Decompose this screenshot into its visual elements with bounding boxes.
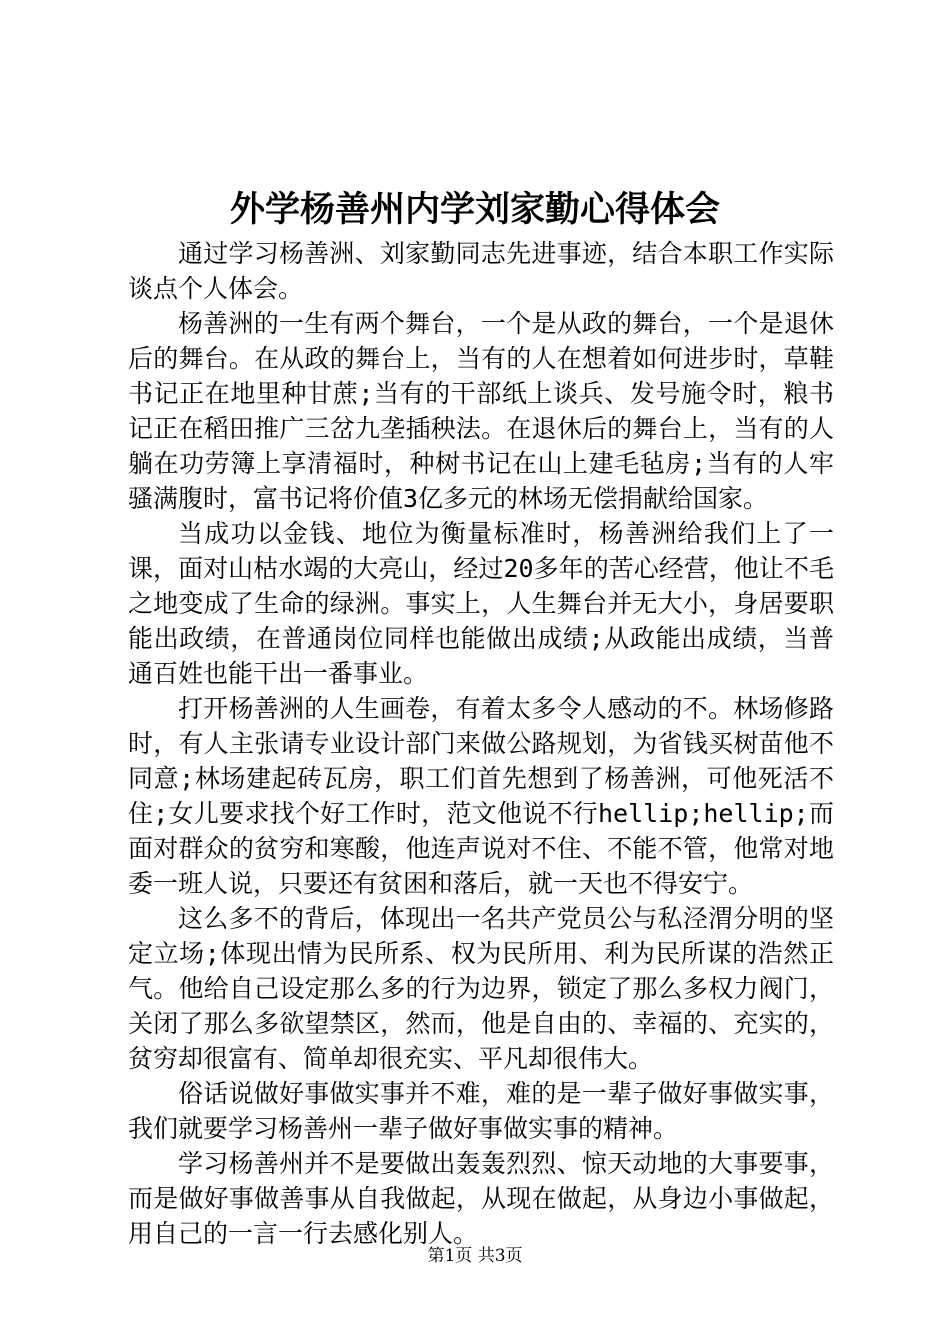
body-paragraph: 打开杨善洲的人生画卷，有着太多令人感动的不。林场修路时，有人主张请专业设计部门来做公路规划，为省钱买树苗他不同意;林场建起砖瓦房，职工们首先想到了杨善洲，可他死活不住;女儿要求找个好工作时，范文他说不行hellip;hellip;而面对群众的贫穷和寒酸，他连声说对不住、不能不管，他常对地委一班人说，只要还有贫困和落后，就一天也不得安宁。 (128, 694, 834, 898)
body-paragraph: 通过学习杨善洲、刘家勤同志先进事迹，结合本职工作实际谈点个人体会。 (128, 239, 834, 303)
document-body (128, 236, 834, 1251)
body-paragraph: 俗话说做好事做实事并不难，难的是一辈子做好事做实事，我们就要学习杨善州一辈子做好事做实事的精神。 (128, 1079, 834, 1143)
body-paragraph: 杨善洲的一生有两个舞台，一个是从政的舞台，一个是退休后的舞台。在从政的舞台上，当有的人在想着如何进步时，草鞋书记正在地里种甘蔗;当有的干部纸上谈兵、发号施令时，粮书记正在稻田推广三岔九垄插秧法。在退休后的舞台上，当有的人躺在功劳簿上享清福时，种树书记在山上建毛毡房;当有的人牢骚满腹时，富书记将价值3亿多元的林场无偿捐献给国家。 (128, 309, 834, 513)
body-paragraph: 这么多不的背后，体现出一名共产党员公与私泾渭分明的坚定立场;体现出情为民所系、权为民所用、利为民所谋的浩然正气。他给自己设定那么多的行为边界，锁定了那么多权力阀门，关闭了那么多欲望禁区，然而，他是自由的、幸福的、充实的，贫穷却很富有、简单却很充实、平凡却很伟大。 (128, 904, 834, 1073)
body-paragraph: 学习杨善州并不是要做出轰轰烈烈、惊天动地的大事要事，而是做好事做善事从自我做起，从现在做起，从身边小事做起，用自己的一言一行去感化别人。 (128, 1149, 834, 1248)
body-paragraph: 当成功以金钱、地位为衡量标准时，杨善洲给我们上了一课，面对山枯水竭的大亮山，经过20多年的苦心经营，他让不毛之地变成了生命的绿洲。事实上，人生舞台并无大小，身居要职能出政绩，在普通岗位同样也能做出成绩;从政能出成绩，当普通百姓也能干出一番事业。 (128, 519, 834, 688)
page-number-footer: 第1页 共3页 (427, 1246, 523, 1266)
page-title: 外学杨善州内学刘家勤心得体会 (229, 189, 720, 230)
